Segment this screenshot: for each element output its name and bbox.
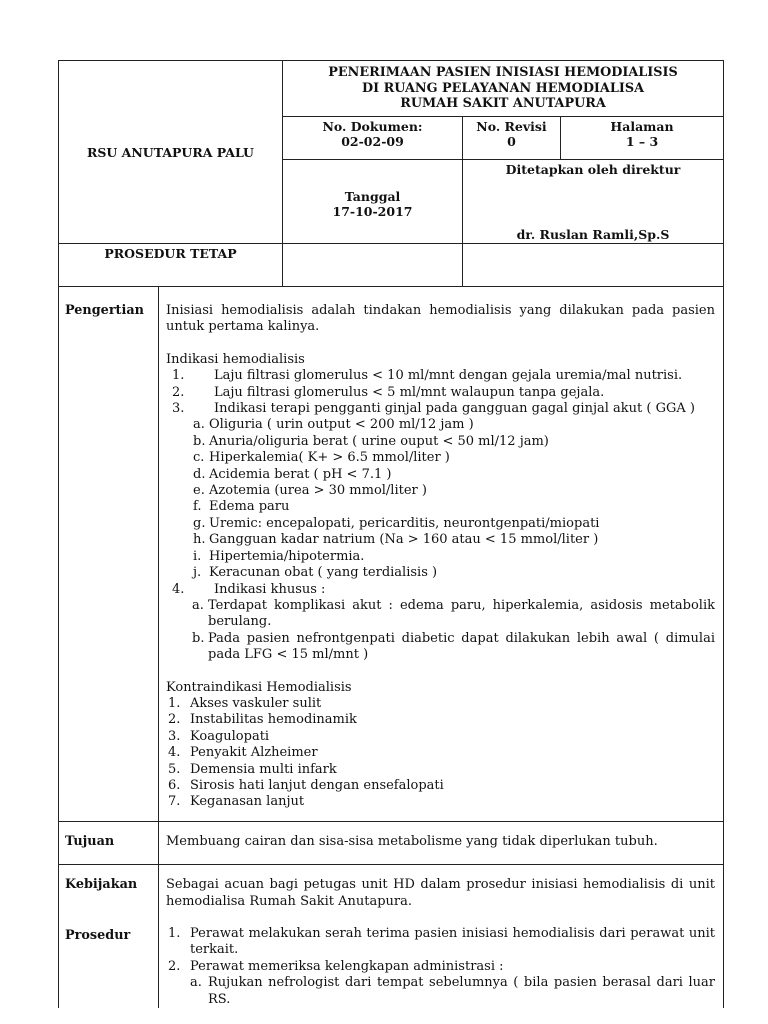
kebijakan-prosedur-content — [159, 865, 724, 1008]
document-title — [283, 61, 724, 117]
kebijakan-text: Sebagai acuan bagi petugas unit HD dalam prosedur inisiasi hemodialisis di unit hemodialisa Rumah Sakit Anutapura. — [166, 877, 715, 909]
list-item: 4. Penyakit Alzheimer — [168, 745, 318, 761]
director-name: dr. Ruslan Ramli,Sp.S — [516, 227, 670, 242]
list-item: 1. Perawat melakukan serah terima pasien inisiasi hemodialisis dari perawat unit terkait. — [168, 926, 715, 958]
list-item: 7. Keganasan lanjut — [168, 794, 305, 810]
doc-number-value: 02-02-09 — [341, 134, 404, 149]
empty-cell-2 — [463, 244, 724, 287]
title-line-3: RUMAH SAKIT ANUTAPURA — [400, 96, 606, 111]
kontraindikasi-title: Kontraindikasi Hemodialisis — [166, 679, 352, 695]
page-value: 1 – 3 — [625, 134, 659, 149]
pengertian-intro: Inisiasi hemodialisis adalah tindakan hemodialisis yang dilakukan pada pasien untuk pertama kalinya. — [166, 303, 715, 335]
list-item: f. Edema paru — [193, 499, 290, 515]
kontraindikasi-list — [166, 696, 715, 811]
kebijakan-label: Kebijakan — [65, 877, 138, 893]
list-item: a. Rujukan nefrologist dari tempat sebelumnya ( bila pasien berasal dari luar RS. — [190, 975, 715, 1007]
list-item: a. Terdapat komplikasi akut : edema paru, hiperkalemia, asidosis metabolik berulang. — [192, 597, 715, 630]
revision-cell — [463, 117, 561, 160]
list-item: 1. Laju filtrasi glomerulus < 10 ml/mnt dengan gejala uremia/mal nutrisi. — [172, 368, 683, 384]
document-body-table — [58, 286, 724, 1008]
list-item: 3. Indikasi terapi pengganti ginjal pada gangguan gagal ginjal akut ( GGA ) — [172, 401, 695, 417]
list-item: e. Azotemia (urea > 30 mmol/liter ) — [193, 483, 427, 499]
tujuan-label: Tujuan — [59, 821, 159, 864]
list-item: g. Uremic: encepalopati, pericarditis, neurontgenpati/miopati — [193, 515, 600, 531]
list-item: b. Pada pasien nefrontgenpati diabetic dapat dilakukan lebih awal ( dimulai pada LFG < 15 ml/mnt ) — [192, 630, 715, 663]
kebijakan-prosedur-labels — [59, 865, 159, 1008]
pengertian-content — [159, 287, 724, 822]
hospital-name: RSU ANUTAPURA PALU — [59, 61, 283, 244]
page-label: Halaman — [610, 119, 674, 134]
list-item: 1. Akses vaskuler sulit — [168, 695, 322, 711]
kebijakan-prosedur-row — [59, 865, 724, 1008]
tujuan-row — [59, 821, 724, 864]
list-item: c. Hiperkalemia( K+ > 6.5 mmol/liter ) — [193, 450, 450, 466]
indikasi-gga-list — [166, 417, 715, 581]
list-item: 2. Instabilitas hemodinamik — [168, 712, 357, 728]
list-item: b. Anuria/oliguria berat ( urine ouput < 50 ml/12 jam) — [193, 433, 549, 449]
indikasi-title: Indikasi hemodialisis — [166, 351, 305, 367]
tujuan-text: Membuang cairan dan sisa-sisa metabolisme yang tidak diperlukan tubuh. — [159, 821, 724, 864]
doc-number-cell — [283, 117, 463, 160]
pengertian-label: Pengertian — [59, 287, 159, 822]
date-label: Tanggal — [344, 188, 401, 204]
list-item: 2. Laju filtrasi glomerulus < 5 ml/mnt walaupun tanpa gejala. — [172, 384, 605, 400]
title-line-1: PENERIMAAN PASIEN INISIASI HEMODIALISIS — [328, 65, 678, 80]
indikasi-khusus-list — [166, 598, 715, 664]
indikasi-list — [166, 368, 715, 417]
approved-by-text: Ditetapkan oleh direktur — [505, 162, 681, 177]
list-item: 5. Demensia multi infark — [168, 761, 337, 777]
title-line-2: DI RUANG PELAYANAN HEMODIALISA — [362, 80, 644, 96]
revision-label: No. Revisi — [476, 119, 547, 134]
procedure-type: PROSEDUR TETAP — [59, 244, 283, 287]
list-item: i. Hipertemia/hipotermia. — [193, 548, 365, 564]
date-cell — [283, 160, 463, 244]
prosedur-list — [166, 926, 715, 1008]
pengertian-row — [59, 287, 724, 822]
list-item: d. Acidemia berat ( pH < 7.1 ) — [193, 466, 392, 482]
list-item: h. Gangguan kadar natrium (Na > 160 atau < 15 mmol/liter ) — [193, 532, 599, 548]
list-item: 2. Perawat memeriksa kelengkapan administrasi : — [168, 958, 504, 974]
prosedur-label: Prosedur — [65, 927, 131, 943]
list-item: 6. Sirosis hati lanjut dengan ensefalopati — [168, 777, 444, 793]
date-value: 17-10-2017 — [332, 203, 413, 219]
document-header-table — [58, 60, 724, 287]
page-cell — [561, 117, 724, 160]
list-item: a. Oliguria ( urin output < 200 ml/12 jam ) — [193, 417, 474, 433]
revision-value: 0 — [507, 134, 516, 149]
list-item: j. Keracunan obat ( yang terdialisis ) — [193, 565, 438, 581]
approval-cell — [463, 160, 724, 244]
list-item: 4. Indikasi khusus : — [172, 581, 326, 597]
doc-number-label: No. Dokumen: — [322, 119, 423, 134]
empty-cell-1 — [283, 244, 463, 287]
list-item: 3. Koagulopati — [168, 728, 270, 744]
